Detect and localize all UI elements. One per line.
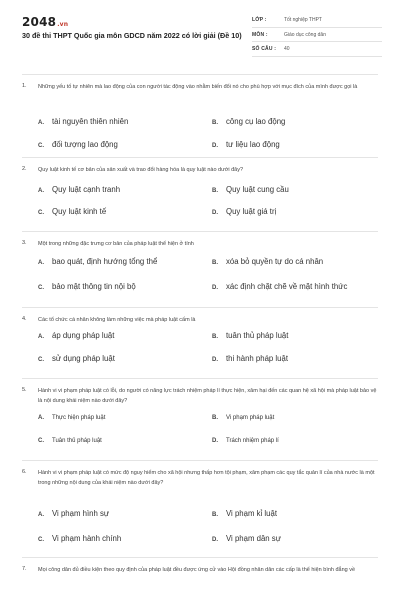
question-number: 6. [22, 469, 27, 475]
site-logo[interactable]: 2048.vn [22, 15, 69, 29]
question-text: Các tổ chức cá nhân không làm những việc mà pháp luật cấm là [38, 317, 196, 323]
document-header [0, 0, 400, 65]
divider [22, 157, 378, 158]
question-1 [0, 74, 400, 157]
option-b[interactable]: B. xóa bỏ quyền tự do cá nhân [212, 257, 324, 266]
option-c[interactable]: C. Tuân thủ pháp luật [38, 438, 102, 444]
option-d[interactable]: D. tư liệu lao động [212, 140, 280, 149]
meta-subject: MÔN : Giáo dục công dân [252, 28, 382, 43]
divider [22, 307, 378, 308]
option-a[interactable]: A. tài nguyên thiên nhiên [38, 117, 129, 126]
option-d[interactable]: D. Vi phạm dân sự [212, 534, 281, 543]
question-text: Hành vi vi phạm pháp luật có mức độ nguy hiểm cho xã hội nhưng thấp hơn tội phạm, xâm phạm các quy tắc quản lí của nhà nước là một trong những nội dung của khái niệm nào dưới đây? [38, 470, 375, 486]
option-b[interactable]: B. Quy luật cung cầu [212, 185, 289, 194]
question-text: Những yếu tố tự nhiên mà lao động của con người tác động vào nhằm biến đổi nó cho phù hợp với mục đích của mình được gọi là [38, 84, 358, 90]
option-a[interactable]: A. Quy luật cạnh tranh [38, 185, 121, 194]
divider [22, 378, 378, 379]
option-c[interactable]: C. Vi phạm hành chính [38, 534, 122, 543]
option-d[interactable]: D. Quy luật giá trị [212, 207, 277, 216]
question-text: Một trong những đặc trưng cơ bản của pháp luật thể hiện ở tính [38, 241, 194, 247]
question-4 [0, 307, 400, 378]
question-number: 5. [22, 387, 27, 393]
question-6 [0, 460, 400, 557]
question-text: Mọi công dân đủ điều kiện theo quy định của pháp luật đều được ứng cử vào Hội đồng nhân dân các cấp là thể hiện bình đẳng về [38, 567, 356, 573]
option-d[interactable]: D. thi hành pháp luật [212, 354, 288, 363]
option-c[interactable]: C. bảo mật thông tin nội bộ [38, 282, 136, 291]
question-number: 4. [22, 316, 27, 322]
option-a[interactable]: A. Vi phạm hình sự [38, 509, 110, 518]
divider [22, 557, 378, 558]
option-a[interactable]: A. bao quát, định hướng tổng thể [38, 257, 158, 266]
option-b[interactable]: B. công cụ lao động [212, 117, 286, 126]
option-c[interactable]: C. Quy luật kinh tế [38, 207, 107, 216]
meta-grade: LỚP : Tốt nghiệp THPT [252, 13, 382, 28]
question-text: Hành vi vi phạm pháp luật có lỗi, do người có năng lực trách nhiệm pháp lí thực hiện, xâm hại đến các quan hệ xã hội mà pháp luật bảo vệ là nội dung khái niệm nào dưới đây? [38, 388, 377, 404]
question-2 [0, 157, 400, 231]
divider [22, 460, 378, 461]
exam-meta [252, 13, 382, 57]
question-text: Quy luật kinh tế cơ bản của sản xuất và trao đổi hàng hóa là quy luật nào dưới đây? [38, 167, 244, 173]
question-7 [0, 557, 400, 597]
question-number: 1. [22, 83, 27, 89]
option-b[interactable]: B. Vi phạm kỉ luật [212, 509, 277, 518]
question-number: 2. [22, 166, 27, 172]
option-d[interactable]: D. Trách nhiệm pháp lí [212, 438, 279, 444]
option-b[interactable]: B. Vi phạm pháp luật [212, 415, 275, 421]
question-number: 3. [22, 240, 27, 246]
question-list [0, 74, 400, 597]
option-a[interactable]: A. Thực hiện pháp luật [38, 415, 106, 421]
question-3 [0, 231, 400, 307]
exam-title: 30 đề thi THPT Quốc gia môn GDCD năm 2022 có lời giải (Đề 10) [22, 31, 242, 40]
option-a[interactable]: A. áp dụng pháp luật [38, 331, 115, 340]
question-5 [0, 378, 400, 460]
option-b[interactable]: B. tuân thủ pháp luật [212, 331, 289, 340]
option-c[interactable]: C. đối tượng lao động [38, 140, 118, 149]
option-d[interactable]: D. xác định chặt chẽ về mặt hình thức [212, 282, 348, 291]
divider [22, 231, 378, 232]
meta-question-count: SỐ CÂU : 40 [252, 42, 382, 57]
question-number: 7. [22, 566, 27, 572]
option-c[interactable]: C. sử dụng pháp luật [38, 354, 115, 363]
divider [22, 74, 378, 75]
